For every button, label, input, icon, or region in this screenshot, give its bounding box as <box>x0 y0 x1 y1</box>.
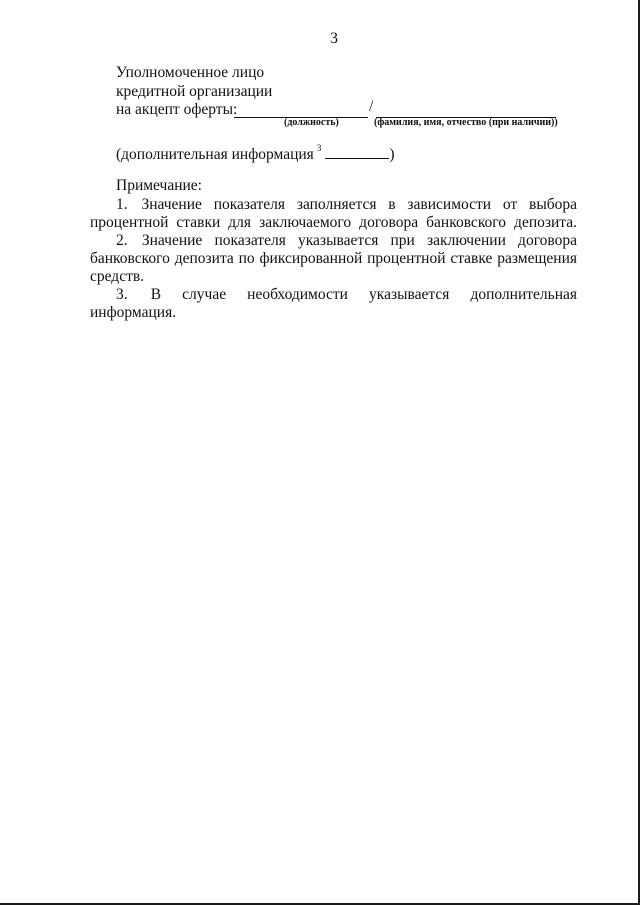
notes-title: Примечание: <box>116 177 202 194</box>
signatory-title-line-2: кредитной организации <box>116 83 273 100</box>
signatory-title-line-3: на акцепт оферты: <box>116 101 238 118</box>
note-text: Значение показателя указывается при заключении договора банковского депозита по фиксированной процентной ставке размещения средств. <box>90 232 578 285</box>
name-caption: (фамилия, имя, отчество (при наличии)) <box>374 117 558 128</box>
note-item-2 <box>90 232 577 286</box>
separator-slash: / <box>369 98 374 115</box>
note-text: В случае необходимости указывается дополнительная информация. <box>90 286 578 321</box>
signatory-title-line-1: Уполномоченное лицо <box>116 64 265 81</box>
page-number: 3 <box>330 30 338 47</box>
footnote-marker: 3 <box>316 142 322 153</box>
note-item-1 <box>90 196 577 232</box>
position-caption: (должность) <box>284 117 339 128</box>
additional-info-blank[interactable] <box>325 144 389 159</box>
name-signature-line[interactable] <box>376 103 556 118</box>
additional-info-line <box>116 144 394 164</box>
additional-info-closing: ) <box>389 146 395 163</box>
note-item-3 <box>90 286 577 322</box>
position-signature-line[interactable] <box>234 103 368 118</box>
note-text: Значение показателя заполняется в зависимости от выбора процентной ставки для заключаемого договора банковского депозита. <box>90 196 578 231</box>
note-number: 1. <box>116 196 128 213</box>
additional-info-label: (дополнительная информация <box>116 146 314 163</box>
note-number: 3. <box>116 286 128 303</box>
note-number: 2. <box>116 232 128 249</box>
